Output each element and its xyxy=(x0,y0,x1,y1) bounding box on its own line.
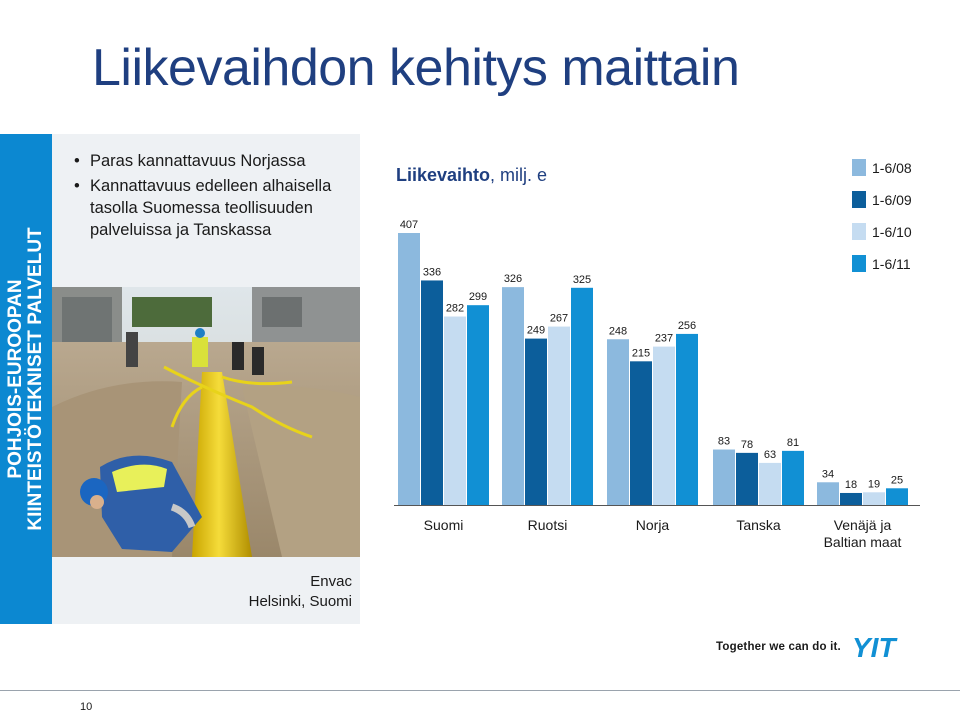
bar-value-label: 326 xyxy=(503,273,523,286)
bullet-list xyxy=(72,150,352,244)
bar-1-6-11-2 xyxy=(676,334,698,505)
photo-caption xyxy=(200,572,352,612)
bar-value-label: 248 xyxy=(608,325,628,338)
bar-1-6-08-1 xyxy=(502,287,524,505)
bar-1-6-09-3 xyxy=(736,453,758,505)
bar-1-6-09-4 xyxy=(840,493,862,505)
sidebar-text xyxy=(6,227,46,530)
bar-1-6-08-4 xyxy=(817,482,839,505)
bar-value-label: 256 xyxy=(677,319,697,332)
slide-title: Liikevaihdon kehitys maittain xyxy=(92,39,740,97)
bar-1-6-10-2 xyxy=(653,347,675,505)
bar-value-label: 19 xyxy=(867,478,881,491)
bar-1-6-08-2 xyxy=(607,339,629,505)
bar-1-6-09-1 xyxy=(525,339,547,505)
bar-value-label: 18 xyxy=(844,478,858,491)
category-label: Ruotsi xyxy=(527,517,568,533)
legend-swatch xyxy=(852,191,866,208)
chart-legend xyxy=(852,157,952,285)
bar-1-6-11-1 xyxy=(571,288,593,505)
bar-1-6-10-0 xyxy=(444,317,466,505)
legend-swatch xyxy=(852,159,866,176)
bar-value-label: 83 xyxy=(717,435,731,448)
bar-1-6-11-0 xyxy=(467,305,489,505)
bar-1-6-09-0 xyxy=(421,280,443,505)
legend-item xyxy=(852,253,952,285)
category-label: Venäjä ja Baltian maat xyxy=(823,517,902,550)
sidebar-text-line2: KIINTEISTÖTEKNISET PALVELUT xyxy=(25,227,46,531)
caption-line2: Helsinki, Suomi xyxy=(248,593,352,610)
legend-label: 1-6/11 xyxy=(872,256,911,272)
chart-title-bold: Liikevaihto xyxy=(396,165,491,185)
bar-1-6-11-3 xyxy=(782,451,804,505)
bar-1-6-09-2 xyxy=(630,361,652,505)
bar-value-label: 267 xyxy=(549,312,569,325)
bar-value-label: 299 xyxy=(468,291,488,304)
bar-value-label: 63 xyxy=(763,448,777,461)
bar-1-6-10-4 xyxy=(863,492,885,505)
chart-title-rest: , milj. e xyxy=(490,165,548,185)
bar-value-label: 282 xyxy=(445,302,465,315)
bar-value-label: 237 xyxy=(654,332,674,345)
bar-1-6-10-1 xyxy=(548,327,570,505)
yit-logo-text: YIT xyxy=(852,634,896,660)
category-label: Suomi xyxy=(423,517,464,533)
slogan: Together we can do it. xyxy=(716,641,841,653)
bar-1-6-08-3 xyxy=(713,450,735,505)
bullet-item: • Kannattavuus edelleen alhaisella tasolla Suomessa teollisuuden palveluissa ja Tanskassa xyxy=(72,175,352,241)
bar-value-label: 34 xyxy=(821,468,835,481)
legend-label: 1-6/10 xyxy=(872,224,912,240)
bar-value-label: 249 xyxy=(526,324,546,337)
footer-divider xyxy=(0,690,960,691)
legend-label: 1-6/09 xyxy=(872,192,912,208)
bar-1-6-08-0 xyxy=(398,233,420,505)
bar-value-label: 407 xyxy=(399,219,419,231)
legend-item xyxy=(852,221,952,253)
legend-item xyxy=(852,157,952,189)
bar-value-label: 325 xyxy=(572,273,592,286)
legend-swatch xyxy=(852,223,866,240)
bar-value-label: 81 xyxy=(786,436,800,449)
legend-swatch xyxy=(852,255,866,272)
construction-pipe-photo xyxy=(52,287,360,557)
category-label: Tanska xyxy=(736,517,781,533)
page-number: 10 xyxy=(80,701,93,713)
legend-item xyxy=(852,189,952,221)
caption-line1: Envac xyxy=(310,573,352,590)
sidebar-band xyxy=(0,134,52,624)
bar-1-6-10-3 xyxy=(759,463,781,505)
bar-1-6-11-4 xyxy=(886,488,908,505)
sidebar-text-line1: POHJOIS-EUROOPAN xyxy=(5,279,26,479)
bar-value-label: 215 xyxy=(631,347,651,360)
legend-label: 1-6/08 xyxy=(872,160,912,176)
bar-value-label: 336 xyxy=(422,266,442,279)
yit-logo xyxy=(852,634,934,660)
bar-value-label: 78 xyxy=(740,438,754,451)
bullet-item: • Paras kannattavuus Norjassa xyxy=(72,150,352,172)
bar-value-label: 25 xyxy=(890,474,904,487)
category-label: Norja xyxy=(635,517,670,533)
